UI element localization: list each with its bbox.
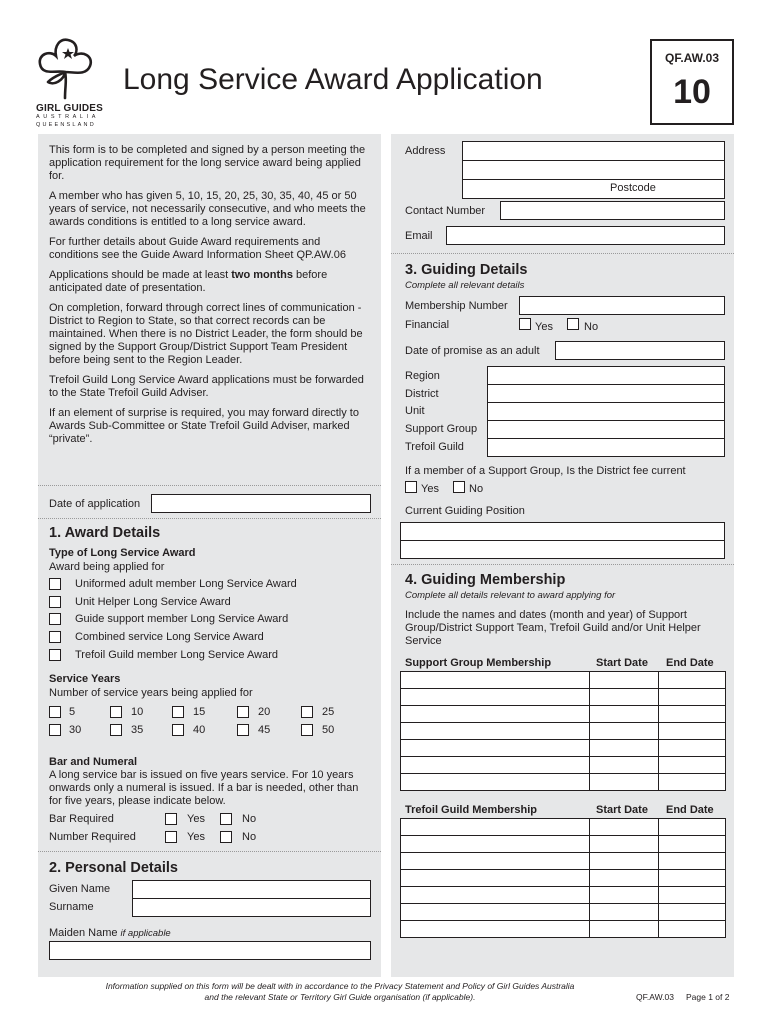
divider [38,518,381,519]
intro-timing-bold: two months [231,269,293,281]
current-position-field[interactable] [400,522,725,541]
table-cell[interactable] [659,774,726,791]
award-option-label: Guide support member Long Service Award [75,613,289,625]
privacy-line: Information supplied on this form will be dealt with in accordance to the Privacy Statement and Policy of Girl Guides Australia [105,981,575,991]
no-label: No [584,321,599,333]
unit-label: Unit [405,405,425,417]
table-cell[interactable] [590,904,659,921]
address-line-1-field[interactable] [462,141,725,161]
table-row [401,740,726,757]
maiden-name-note: if applicable [120,928,171,939]
years-checkbox[interactable] [172,706,184,718]
fee-no-checkbox[interactable] [453,481,465,493]
intro-paragraph: For further details about Guide Award requirements and conditions see the Guide Award Information Sheet QP.AW.06 [49,236,346,261]
award-option-checkbox[interactable] [49,578,61,590]
service-years-sub: Number of service years being applied for [49,687,253,699]
district-field[interactable] [487,384,725,403]
surname-field[interactable] [132,898,371,917]
table-cell[interactable] [590,921,659,938]
years-checkbox[interactable] [49,724,61,736]
trefoil-guild-table [400,818,726,938]
table-cell[interactable] [401,921,590,938]
table-row [401,870,726,887]
current-position-label: Current Guiding Position [405,505,525,517]
yes-label: Yes [187,813,205,825]
table-row [401,887,726,904]
table-cell[interactable] [659,706,726,723]
end-date-header: End Date [666,804,714,816]
award-type-label: Type of Long Service Award [49,547,196,559]
years-label: 30 [69,724,82,736]
region-label: Region [405,370,440,382]
promise-date-label: Date of promise as an adult [405,345,540,357]
bar-required-yes-checkbox[interactable] [165,813,177,825]
table-cell[interactable] [590,740,659,757]
financial-yes-checkbox[interactable] [519,318,531,330]
years-label: 50 [322,724,335,736]
surname-label: Surname [49,901,94,913]
service-years-label: Service Years [49,673,121,685]
yes-label: Yes [535,321,553,333]
table-cell[interactable] [401,887,590,904]
table-cell[interactable] [590,723,659,740]
bar-numeral-label: Bar and Numeral [49,756,138,768]
divider [38,851,381,852]
intro-paragraph: Trefoil Guild Long Service Award applications must be forwarded to the State Trefoil Guild Adviser. [49,374,364,399]
table-cell[interactable] [659,689,726,706]
no-label: No [242,831,257,843]
guiding-membership-sub: Complete all details relevant to award applying for [405,590,616,601]
guiding-details-heading: 3. Guiding Details [405,262,528,278]
email-field[interactable] [446,226,725,245]
divider [38,485,381,486]
maiden-name-label [49,927,171,940]
maiden-name-text: Maiden Name [49,927,118,939]
privacy-notice [60,981,620,1003]
table-row [401,819,726,836]
org-name: GIRL GUIDES [36,103,104,114]
table-cell[interactable] [401,757,590,774]
address-line-2-field[interactable] [462,160,725,180]
support-group-table [400,671,726,791]
years-label: 45 [258,724,271,736]
intro-paragraph: This form is to be completed and signed by a person meeting the application requirement for the long service award being applied for. [49,144,366,182]
award-option-checkbox[interactable] [49,613,61,625]
membership-number-field[interactable] [519,296,725,315]
promise-date-field[interactable] [555,341,725,360]
award-option-label: Unit Helper Long Service Award [75,596,231,608]
years-checkbox[interactable] [301,724,313,736]
table-cell[interactable] [401,740,590,757]
table-cell[interactable] [659,836,726,853]
yes-label: Yes [421,483,439,495]
table-cell[interactable] [590,672,659,689]
org-country: AUSTRALIA [36,114,99,120]
years-label: 40 [193,724,206,736]
table-cell[interactable] [401,723,590,740]
membership-instructions: Include the names and dates (month and year) of Support Group/District Support Team, Trefoil Guild and/or Unit Helper Service [405,609,701,647]
table-cell[interactable] [401,819,590,836]
number-required-no-checkbox[interactable] [220,831,232,843]
number-required-yes-checkbox[interactable] [165,831,177,843]
trefoil-guild-header: Trefoil Guild Membership [405,804,538,816]
no-label: No [469,483,484,495]
postcode-label: Postcode [610,182,656,194]
page-title: Long Service Award Application [123,63,543,96]
table-cell[interactable] [401,689,590,706]
award-option-checkbox[interactable] [49,649,61,661]
date-of-application-label: Date of application [49,498,141,510]
end-date-header: End Date [666,657,714,669]
table-cell[interactable] [659,740,726,757]
email-label: Email [405,230,433,242]
table-cell[interactable] [590,706,659,723]
years-label: 10 [131,706,144,718]
years-checkbox[interactable] [110,706,122,718]
region-field[interactable] [487,366,725,385]
divider [391,564,734,565]
support-group-field[interactable] [487,420,725,439]
table-row [401,689,726,706]
given-name-label: Given Name [49,883,111,895]
intro-paragraph: A member who has given 5, 10, 15, 20, 25, 30, 35, 40, 45 or 50 years of service, not necessarily consecutive, and who meets the awards conditions is entitled to a long service award. [49,190,366,228]
support-group-header: Support Group Membership [405,657,552,669]
intro-paragraph-timing [49,269,371,295]
guiding-details-sub: Complete all relevant details [405,280,525,291]
table-cell[interactable] [659,672,726,689]
table-cell[interactable] [659,887,726,904]
award-option-checkbox[interactable] [49,631,61,643]
support-group-label: Support Group [405,423,478,435]
contact-number-label: Contact Number [405,205,486,217]
award-details-heading: 1. Award Details [49,525,161,541]
financial-label: Financial [405,319,450,331]
years-label: 5 [69,706,76,718]
table-row [401,836,726,853]
award-option-label: Combined service Long Service Award [75,631,264,643]
bar-required-no-checkbox[interactable] [220,813,232,825]
award-option-label: Uniformed adult member Long Service Award [75,578,297,590]
table-cell[interactable] [659,819,726,836]
trefoil-guild-label: Trefoil Guild [405,441,464,453]
table-cell[interactable] [401,870,590,887]
date-of-application-field[interactable] [151,494,371,513]
given-name-field[interactable] [132,880,371,899]
privacy-line: and the relevant State or Territory Girl Guide organisation (if applicable). [204,992,476,1002]
table-cell[interactable] [659,757,726,774]
years-label: 25 [322,706,335,718]
table-row [401,904,726,921]
table-cell[interactable] [659,853,726,870]
table-cell[interactable] [590,689,659,706]
footer-code: QF.AW.03 [636,992,674,1002]
current-position-field-2[interactable] [400,540,725,559]
table-cell[interactable] [590,887,659,904]
page-number: Page 1 of 2 [686,992,730,1002]
guiding-membership-heading: 4. Guiding Membership [405,572,566,588]
table-cell[interactable] [659,921,726,938]
address-label: Address [405,145,446,157]
form-number: 10 [673,73,711,111]
years-label: 35 [131,724,144,736]
years-checkbox[interactable] [49,706,61,718]
no-label: No [242,813,257,825]
intro-timing-text-end: before anticipated date of presentation. [49,269,328,294]
personal-details-heading: 2. Personal Details [49,860,178,876]
contact-number-field[interactable] [500,201,725,220]
divider [391,253,734,254]
table-cell[interactable] [401,774,590,791]
fee-question: If a member of a Support Group, Is the District fee current [405,465,686,477]
trefoil-guild-field[interactable] [487,438,725,457]
membership-number-label: Membership Number [405,300,508,312]
intro-timing-text: Applications should be made at least [49,269,232,281]
table-cell[interactable] [590,853,659,870]
award-option-label: Trefoil Guild member Long Service Award [75,649,278,661]
years-checkbox[interactable] [237,724,249,736]
table-row [401,853,726,870]
bar-required-label: Bar Required [49,813,114,825]
trefoil-logo-icon [34,36,96,102]
years-checkbox[interactable] [172,724,184,736]
table-row [401,706,726,723]
maiden-name-field[interactable] [49,941,371,960]
table-cell[interactable] [659,723,726,740]
form-code-box [650,39,734,125]
yes-label: Yes [187,831,205,843]
table-cell[interactable] [659,904,726,921]
years-label: 15 [193,706,206,718]
award-option-checkbox[interactable] [49,596,61,608]
form-code: QF.AW.03 [664,51,720,65]
table-cell[interactable] [401,853,590,870]
years-checkbox[interactable] [237,706,249,718]
bar-numeral-text: A long service bar is issued on five years service. For 10 years onwards only a numeral is issued. If a bar is needed, other than for five years, please indicate below. [49,769,359,807]
table-row [401,774,726,791]
table-cell[interactable] [659,870,726,887]
financial-no-checkbox[interactable] [567,318,579,330]
table-row [401,672,726,689]
unit-field[interactable] [487,402,725,421]
district-label: District [405,388,439,400]
fee-yes-checkbox[interactable] [405,481,417,493]
table-row [401,723,726,740]
years-checkbox[interactable] [110,724,122,736]
number-required-label: Number Required [49,831,136,843]
table-cell[interactable] [590,774,659,791]
table-cell[interactable] [401,836,590,853]
start-date-header: Start Date [596,804,648,816]
intro-paragraph: If an element of surprise is required, you may forward directly to Awards Sub-Committee or State Trefoil Guild Adviser, marked “private”. [49,407,359,445]
org-state: QUEENSLAND [36,122,96,128]
table-cell[interactable] [401,672,590,689]
intro-paragraph: On completion, forward through correct lines of communication - District to Region to State, so that correct records can be maintained. When there is no District Leader, the form should be signed by the Support Group/District Support Team President before being sent to the Region Leader. [49,302,363,366]
intro-text [49,144,371,446]
start-date-header: Start Date [596,657,648,669]
years-checkbox[interactable] [301,706,313,718]
table-cell[interactable] [590,819,659,836]
table-cell[interactable] [590,836,659,853]
postcode-field[interactable] [462,179,725,199]
table-cell[interactable] [590,757,659,774]
award-type-sub: Award being applied for [49,561,165,573]
table-row [401,757,726,774]
table-cell[interactable] [401,904,590,921]
table-cell[interactable] [401,706,590,723]
table-cell[interactable] [590,870,659,887]
years-label: 20 [258,706,271,718]
table-row [401,921,726,938]
